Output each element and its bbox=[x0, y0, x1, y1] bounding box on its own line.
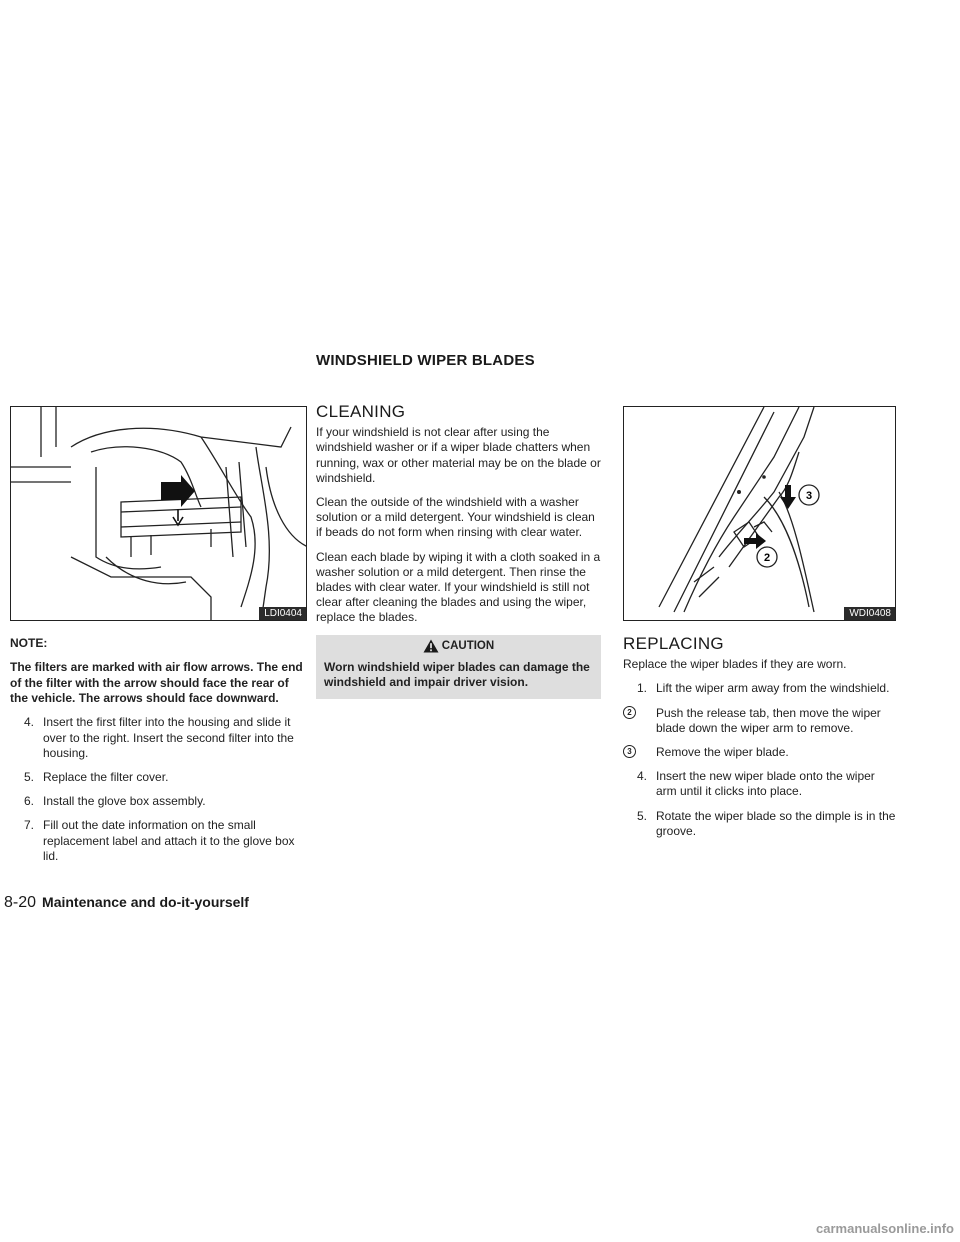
step-text: Remove the wiper blade. bbox=[656, 745, 789, 760]
step-number: 5. bbox=[637, 808, 648, 823]
step-item bbox=[623, 809, 898, 839]
step-number: 4. bbox=[637, 769, 648, 784]
down-arrow-icon bbox=[780, 485, 796, 509]
step-text: Insert the new wiper blade onto the wiper arm until it clicks into place. bbox=[656, 769, 875, 799]
step-item bbox=[623, 745, 898, 760]
note-text: The filters are marked with air flow arrows. The end of the filter with the arrow should face the rear of the vehicle. The arrows should face downward. bbox=[10, 660, 303, 706]
page-number: 8-20 bbox=[4, 894, 37, 911]
filter-drawing bbox=[11, 407, 307, 621]
paragraph: If your windshield is not clear after using the windshield washer or if a wiper blade chatters when running, wax or other material may be on the blade or windshield. bbox=[316, 425, 601, 485]
step-text: Replace the filter cover. bbox=[43, 770, 169, 785]
step-number-circled: 3 bbox=[623, 745, 636, 758]
watermark: carmanualsonline.info bbox=[816, 1221, 954, 1236]
callout-3: 3 bbox=[805, 490, 813, 502]
step-text: Push the release tab, then move the wiper blade down the wiper arm to remove. bbox=[656, 705, 881, 735]
caution-title: CAUTION bbox=[441, 639, 495, 652]
intro-text: Replace the wiper blades if they are worn. bbox=[623, 657, 847, 672]
caution-text: Worn windshield wiper blades can damage the windshield and impair driver vision. bbox=[324, 659, 590, 690]
callout-2: 2 bbox=[763, 552, 771, 564]
caution-box bbox=[316, 635, 601, 699]
step-number-circled: 2 bbox=[623, 706, 636, 719]
step-item bbox=[623, 706, 898, 736]
step-item bbox=[623, 769, 898, 799]
filter-illustration bbox=[10, 406, 307, 621]
step-item bbox=[10, 794, 308, 809]
right-column bbox=[623, 636, 898, 848]
footer-section-name: Maintenance and do-it-yourself bbox=[42, 894, 249, 910]
cleaning-heading: CLEANING bbox=[316, 402, 406, 421]
step-number: 1. bbox=[637, 681, 648, 696]
step-text: Lift the wiper arm away from the windshield. bbox=[656, 681, 890, 696]
note-heading: NOTE: bbox=[10, 636, 48, 650]
step-number: 7. bbox=[24, 818, 35, 833]
down-arrow-icon bbox=[173, 509, 183, 525]
figure-label: LDI0404 bbox=[259, 607, 306, 620]
paragraph: Clean the outside of the windshield with a washer solution or a mild detergent. Your windshield is clean if beads do not form when rinsing with clear water. bbox=[316, 495, 595, 540]
warning-icon bbox=[423, 639, 439, 653]
wiper-drawing bbox=[624, 407, 896, 621]
replacing-heading: REPLACING bbox=[623, 634, 724, 653]
step-item bbox=[10, 715, 308, 761]
step-text: Fill out the date information on the small replacement label and attach it to the glove box lid. bbox=[43, 818, 295, 863]
caution-title-row bbox=[324, 639, 593, 654]
step-item bbox=[10, 818, 308, 864]
step-item bbox=[10, 770, 308, 785]
step-text: Insert the first filter into the housing and slide it over to the right. Insert the second filter into the housing. bbox=[43, 715, 294, 760]
step-item bbox=[623, 681, 898, 696]
step-number: 4. bbox=[24, 715, 35, 730]
wiper-illustration bbox=[623, 406, 896, 621]
section-title: WINDSHIELD WIPER BLADES bbox=[316, 352, 535, 369]
middle-column bbox=[316, 404, 601, 699]
left-column bbox=[10, 636, 308, 873]
figure-label: WDI0408 bbox=[844, 607, 895, 620]
push-arrow-icon bbox=[744, 533, 766, 549]
page-footer bbox=[4, 894, 249, 912]
step-number: 5. bbox=[24, 770, 35, 785]
step-text: Install the glove box assembly. bbox=[43, 794, 206, 809]
step-text: Rotate the wiper blade so the dimple is in the groove. bbox=[656, 808, 896, 838]
step-number: 6. bbox=[24, 794, 35, 809]
paragraph: Clean each blade by wiping it with a cloth soaked in a washer solution or a mild detergent. Then rinse the blades with clear water. If your windshield is still not clear after cleaning the blades and using the wiper, replace the blades. bbox=[316, 549, 601, 625]
